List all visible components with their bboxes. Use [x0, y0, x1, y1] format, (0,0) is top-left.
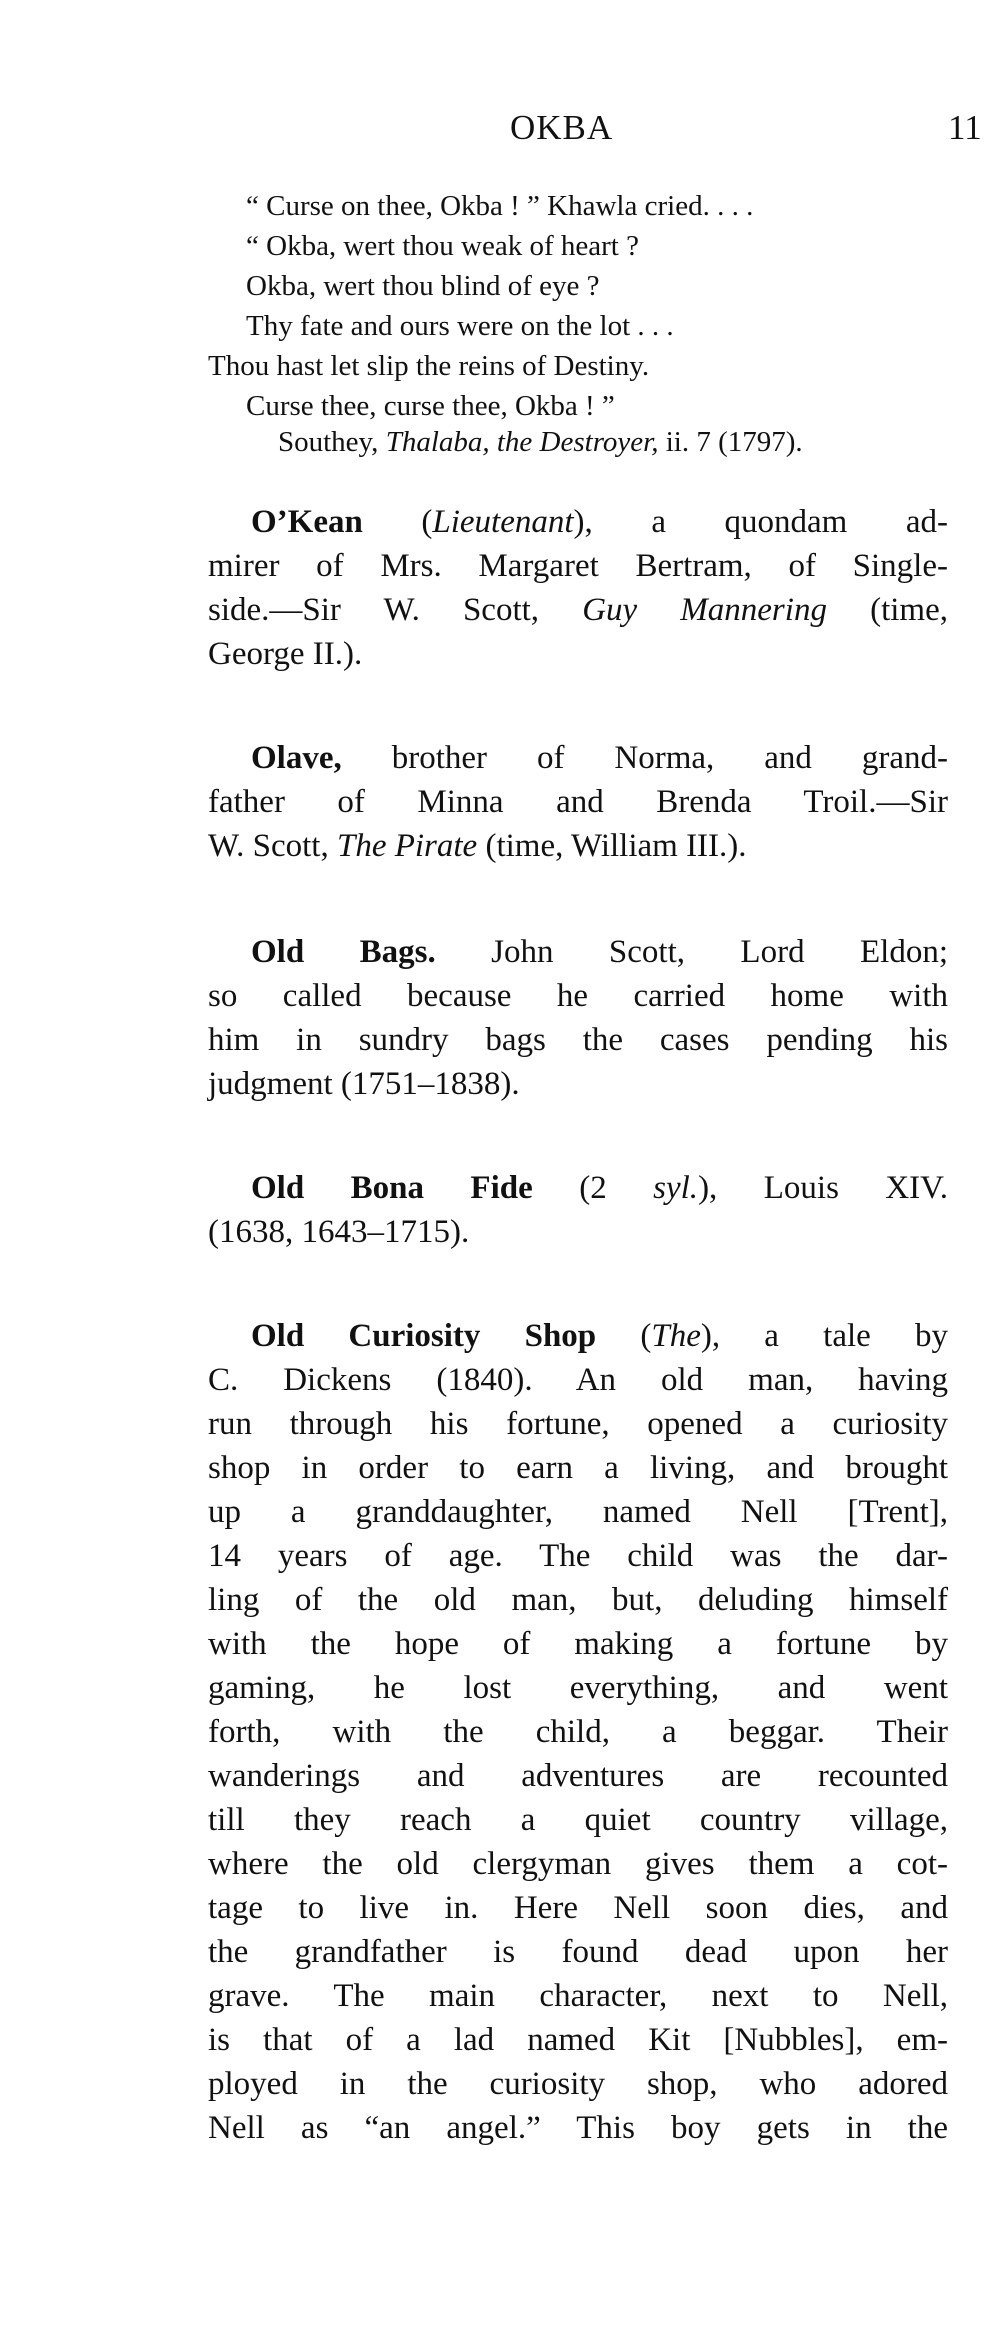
entry-line: where the old clergyman gives them a cot- — [208, 1846, 948, 1882]
entry-line: gaming, he lost everything, and went — [208, 1670, 948, 1706]
entry-line: so called because he carried home with — [208, 978, 948, 1014]
entry-text: (time, — [870, 592, 948, 628]
entry-line: Old Curiosity Shop (The), a tale by — [251, 1318, 948, 1354]
entry-text: brother of Norma, and grand- — [391, 740, 948, 776]
entry-line — [208, 1166, 948, 1210]
entry-line — [208, 930, 948, 974]
entry-text: John Scott, Lord Eldon; — [491, 934, 949, 970]
entry-text: side.—Sir W. Scott, — [208, 592, 540, 628]
entry-line: tage to live in. Here Nell soon dies, and — [208, 1890, 948, 1926]
entry-line: wanderings and adventures are recounted — [208, 1758, 948, 1794]
entry-line: Nell as “an angel.” This boy gets in the — [208, 2110, 948, 2146]
running-head — [0, 108, 1000, 158]
entry-text: ), a tale by — [700, 1318, 948, 1354]
entry-italic-term: The — [651, 1318, 701, 1354]
entry-line: up a granddaughter, named Nell [Trent], — [208, 1494, 948, 1530]
entry-old-curiosity-shop — [208, 1314, 948, 2150]
entry-line: grave. The main character, next to Nell, — [208, 1978, 948, 2014]
entry-old-bags — [208, 930, 948, 1106]
entry-line: shop in order to earn a living, and brought — [208, 1450, 948, 1486]
entry-line: ling of the old man, but, deluding himself — [208, 1582, 948, 1618]
poem-quotation — [208, 186, 968, 426]
entry-text: ), Louis XIV. — [698, 1170, 948, 1206]
entry-line: 14 years of age. The child was the dar- — [208, 1538, 948, 1574]
entry-line: him in sundry bags the cases pending his — [208, 1022, 948, 1058]
page-number: 11 — [948, 108, 982, 147]
entry-italic-term: Lieutenant — [432, 504, 574, 540]
attribution-title: Thalaba, the Destroyer, — [385, 426, 659, 458]
entry-line — [208, 588, 948, 632]
poem-line: Curse thee, curse thee, Okba ! ” — [246, 390, 615, 422]
entry-work-title: The Pirate — [336, 828, 478, 864]
entry-work-title: Guy Mannering — [582, 592, 827, 628]
entry-headword: Old Bags. — [251, 934, 436, 970]
running-head-title: OKBA — [510, 108, 614, 147]
poem-line: “ Curse on thee, Okba ! ” Khawla cried. . . . — [246, 190, 754, 222]
entry-line: mirer of Mrs. Margaret Bertram, of Single- — [208, 548, 948, 584]
entry-line: is that of a lad named Kit [Nubbles], em- — [208, 2022, 948, 2058]
entry-text: (time, William III.). — [485, 828, 747, 864]
entry-text: W. Scott, — [208, 828, 329, 864]
poem-line: Thy fate and ours were on the lot . . . — [246, 310, 674, 342]
entry-line: father of Minna and Brenda Troil.—Sir — [208, 784, 948, 820]
entry-text: ), a quondam ad- — [573, 504, 948, 540]
entry-headword: Olave, — [251, 740, 342, 776]
entry-headword: Old Curiosity Shop — [251, 1318, 597, 1354]
poem-line: Okba, wert thou blind of eye ? — [246, 270, 600, 302]
entry-line: judgment (1751–1838). — [208, 1066, 520, 1102]
entry-olave — [208, 736, 948, 868]
entry-headword: O’Kean — [251, 504, 363, 540]
entry-text: (2 — [579, 1170, 607, 1206]
attribution-author: Southey, — [278, 426, 379, 458]
entry-line: till they reach a quiet country village, — [208, 1802, 948, 1838]
entry-line: with the hope of making a fortune by — [208, 1626, 948, 1662]
entry-line — [208, 824, 948, 868]
entry-line: (1638, 1643–1715). — [208, 1214, 470, 1250]
entry-italic-term: syl. — [653, 1170, 699, 1206]
poem-line: “ Okba, wert thou weak of heart ? — [246, 230, 639, 262]
entry-okean — [208, 500, 948, 676]
entry-line — [208, 736, 948, 780]
poem-line: Thou hast let slip the reins of Destiny. — [208, 350, 650, 382]
entry-headword: Old Bona Fide — [251, 1170, 533, 1206]
entry-line: ployed in the curiosity shop, who adored — [208, 2066, 948, 2102]
entry-old-bona-fide — [208, 1166, 948, 1254]
entry-line: O’Kean (Lieutenant), a quondam ad- — [251, 504, 948, 540]
entry-line: run through his fortune, opened a curiosity — [208, 1406, 948, 1442]
entry-line: forth, with the child, a beggar. Their — [208, 1714, 948, 1750]
attribution-reference: ii. 7 (1797). — [665, 426, 803, 458]
entry-line: C. Dickens (1840). An old man, having — [208, 1362, 948, 1398]
entry-line: the grandfather is found dead upon her — [208, 1934, 948, 1970]
entry-line: George II.). — [208, 636, 363, 672]
poem-attribution — [278, 426, 803, 459]
